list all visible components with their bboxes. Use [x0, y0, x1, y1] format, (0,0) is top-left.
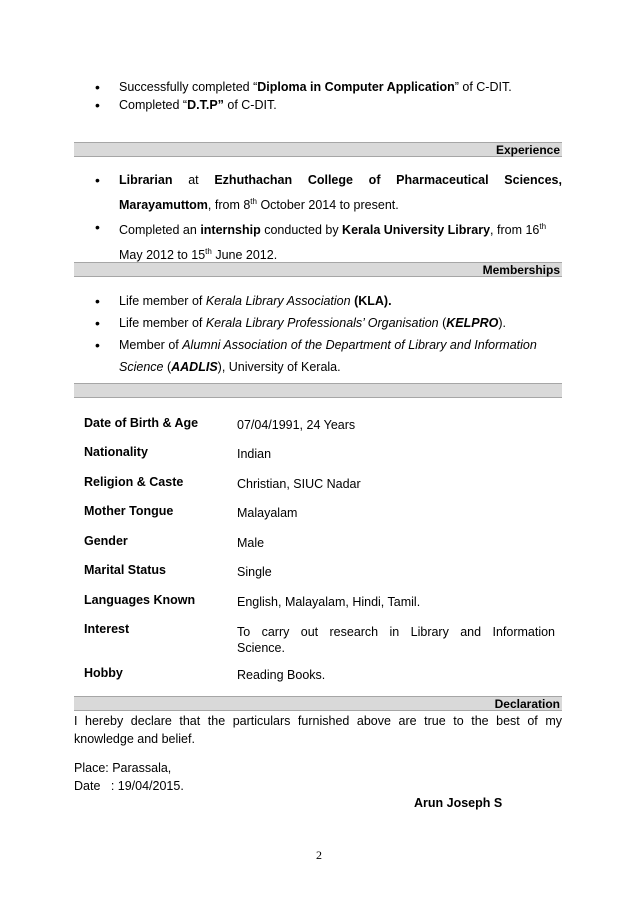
- declaration-place: Place: Parassala,: [74, 761, 172, 775]
- experience-item-line: May 2012 to 15th June 2012.: [119, 247, 278, 263]
- declaration-text: [74, 712, 562, 748]
- personal-value: English, Malayalam, Hindi, Tamil.: [237, 595, 421, 609]
- experience-heading: Experience: [74, 142, 562, 157]
- personal-value: Male: [237, 536, 265, 550]
- experience-item: [95, 169, 562, 216]
- personal-value: Malayalam: [237, 506, 298, 520]
- personal-label: Mother Tongue: [84, 504, 174, 518]
- experience-item-line: Marayamuttom, from 8th October 2014 to present.: [119, 197, 399, 213]
- personal-label: Interest: [84, 622, 130, 636]
- personal-value: [237, 624, 555, 656]
- personal-label: Gender: [84, 534, 128, 548]
- experience-item: [95, 216, 562, 266]
- personal-value: Indian: [237, 447, 272, 461]
- declaration-line: I hereby declare that the particulars furnished above are true to the best of my: [74, 714, 562, 728]
- education-list: [95, 78, 512, 114]
- declaration-line: knowledge and belief.: [74, 732, 195, 746]
- personal-info-bar: [74, 383, 562, 398]
- experience-item-line: • Librarian at Ezhuthachan College of Pharmaceutical Sciences,: [119, 173, 562, 187]
- memberships-heading: Memberships: [74, 262, 562, 277]
- declaration-heading: Declaration: [74, 696, 562, 711]
- page-number: 2: [316, 848, 322, 862]
- membership-item: • Life member of Kerala Library Association (KLA).: [95, 290, 562, 312]
- education-item: • Successfully completed “Diploma in Computer Application” of C-DIT.: [95, 78, 512, 96]
- personal-value-line: To carry out research in Library and Information: [237, 625, 555, 639]
- personal-label: Nationality: [84, 445, 148, 459]
- memberships-list: [95, 290, 562, 378]
- experience-list: [95, 169, 562, 266]
- personal-value: Reading Books.: [237, 668, 326, 682]
- membership-item-line: • Member of Alumni Association of the Department of Library and Information: [119, 338, 537, 352]
- personal-label: Languages Known: [84, 593, 196, 607]
- personal-value: Single: [237, 565, 272, 579]
- declaration-date: Date : 19/04/2015.: [74, 779, 184, 793]
- signature-name: Arun Joseph S: [414, 796, 503, 810]
- personal-label: Religion & Caste: [84, 475, 184, 489]
- membership-item: [95, 334, 562, 378]
- personal-value: Christian, SIUC Nadar: [237, 477, 361, 491]
- personal-label: Hobby: [84, 666, 123, 680]
- personal-value-line: Science.: [237, 641, 285, 655]
- experience-item-line: • Completed an internship conducted by Kerala University Library, from 16th: [119, 222, 547, 238]
- personal-value: 07/04/1991, 24 Years: [237, 418, 356, 432]
- membership-item: • Life member of Kerala Library Professionals’ Organisation (KELPRO).: [95, 312, 562, 334]
- personal-label: Marital Status: [84, 563, 166, 577]
- membership-item-line: Science (AADLIS), University of Kerala.: [119, 360, 341, 374]
- education-item: • Completed “D.T.P” of C-DIT.: [95, 96, 512, 114]
- personal-label: Date of Birth & Age: [84, 416, 199, 430]
